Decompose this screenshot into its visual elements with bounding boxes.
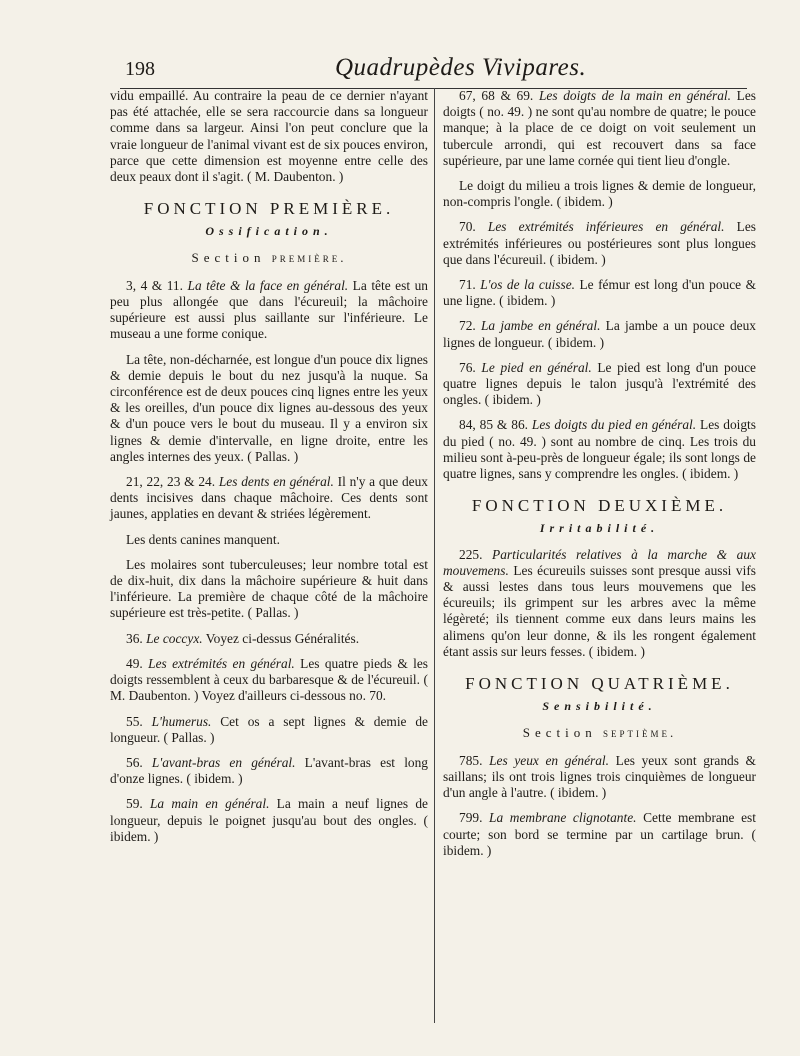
function-heading-1: FONCTION PREMIÈRE.	[143, 199, 395, 219]
entry-number: 76.	[459, 359, 476, 375]
entry	[443, 88, 756, 169]
entry-text: Les quatre pieds & les doigts ressemblent à ceux du barbaresque & de l'écureuil. ( M. Daubenton. ) Voyez d'ailleurs ci-dessous no. 70.	[110, 655, 428, 704]
entry-text: Voyez ci-dessus Généralités.	[205, 630, 360, 646]
entry-title: Les doigts de la main en général.	[538, 88, 731, 103]
entry-title: La tête & la face en général.	[187, 277, 349, 293]
entry-text: Les doigts ( no. 49. ) ne sont qu'au nombre de quatre; le pouce manque; à la place de ce doigt on voit seulement un tubercule arrondi, qui est recouvert dans sa face supérieure, par une lame cornée qui tient lieu d'ongle.	[443, 88, 757, 168]
subheading-sensibilite: Sensibilité.	[542, 699, 657, 714]
entry-number: 71.	[459, 277, 476, 293]
entry-title: L'humerus.	[151, 713, 212, 729]
entry-title: Les doigts du pied en général.	[531, 417, 697, 433]
entry-number: 56.	[126, 754, 143, 770]
intro-paragraph: vidu empaillé. Au contraire la peau de ce dernier n'ayant pas été attachée, elle se sera raccourcie dans sa longueur comme dans sa largeur. Ainsi l'on peut conclure que la vraie longueur de l'animal vivant est de six pouces environ, parce que cette dimension est moyenne entre celle des deux peaux dont il s'agit. ( M. Daubenton. )	[110, 88, 428, 185]
entry-title: La main en général.	[149, 796, 270, 812]
entry-text: Il n'y a que deux dents incisives dans chaque mâchoire. Ces dents sont jaunes, applaties en devant & striées légèrement.	[110, 474, 428, 522]
entry	[110, 278, 428, 343]
entry-text: La tête est un peu plus allongée que dans l'écureuil; la mâchoire supérieure est aussi plus saillante sur l'inférieure. Le museau a une forme conique.	[110, 277, 428, 342]
entry-title: Les dents en général.	[218, 474, 334, 490]
entry-text: La main a neuf lignes de longueur, depuis le poignet jusqu'au bout des ongles. ( ibidem. )	[110, 796, 428, 844]
entry-text: Les extrémités inférieures ou postérieures sont plus longues que dans l'écureuil. ( ibidem. )	[443, 219, 756, 267]
entry-number: 84, 85 & 86.	[459, 417, 528, 433]
entry	[110, 631, 428, 647]
entry-number: 36.	[126, 630, 143, 646]
entry-text: La tête, non-décharnée, est longue d'un pouce dix lignes & demie depuis le bout du nez jusqu'à la nuque. Sa circonférence est de deux pouces cinq lignes entre les yeux & les oreilles, d'un pouce dix lignes au-dessous des yeux & d'un pouce vers le bout du museau. Il y a environ six lignes & demie d'intervalle, en ligne droite, entre les angles internes des yeux. ( Pallas. )	[110, 351, 428, 464]
right-column	[443, 88, 756, 868]
entry	[443, 219, 756, 268]
entry-number: 59.	[126, 796, 143, 812]
entry-number: 55.	[126, 713, 143, 729]
entry-title: Les extrémités inférieures en général.	[487, 219, 725, 235]
entry	[443, 360, 756, 409]
function-heading-4: FONCTION QUATRIÈME.	[465, 674, 734, 694]
entry-text: Section	[191, 249, 266, 265]
entry-text: Les molaires sont tuberculeuses; leur nombre total est de dix-huit, dix dans la mâchoire supérieure & huit dans l'inférieure. La première de chaque côté de la mâchoire supérieure est très-petite. ( Pallas. )	[110, 556, 428, 621]
entry	[443, 547, 756, 660]
function-heading-2: FONCTION DEUXIÈME.	[471, 496, 728, 516]
entry-title: Particularités relatives à la marche & aux mouvemens.	[443, 546, 756, 578]
entry-number: 225.	[459, 546, 483, 562]
entry-text: Les dents canines manquent.	[126, 531, 280, 547]
page-number: 198	[125, 58, 155, 80]
entry-text: Section	[522, 724, 597, 740]
entry-title: Le pied en général.	[481, 359, 592, 375]
entry-number: 799.	[459, 810, 483, 826]
section-heading-7	[443, 725, 756, 741]
entry-text: Le pied est long d'un pouce quatre lignes depuis le talon jusqu'à l'extrémité des ongles. ( ibidem. )	[443, 359, 756, 408]
entry-text: La jambe a un pouce deux lignes de longueur. ( ibidem. )	[443, 318, 756, 350]
left-column	[110, 88, 428, 854]
entry	[110, 714, 428, 746]
column-divider	[434, 88, 435, 1023]
entry	[110, 656, 428, 705]
entry-number: 49.	[126, 655, 143, 671]
entry-title: Les extrémités en général.	[148, 655, 295, 671]
entry-text: Cet os a sept lignes & demie de longueur. ( Pallas. )	[110, 713, 428, 745]
entry	[110, 755, 428, 787]
page-header	[95, 50, 755, 90]
entry	[110, 474, 428, 523]
entry	[443, 753, 756, 802]
subheading-ossification: Ossification.	[205, 224, 333, 239]
entry	[443, 318, 756, 350]
entry	[110, 532, 428, 548]
entry-text: Les yeux sont grands & saillans; ils ont trois lignes trois cinquièmes de longueur d'un angle à l'autre. ( ibidem. )	[443, 752, 756, 801]
entry-text: Cette membrane est courte; son bord se termine par un cartilage brun. ( ibidem. )	[443, 810, 756, 858]
entry-number: 72.	[459, 318, 476, 334]
entry-text: Les écureuils suisses sont presque aussi vifs & aussi lestes dans tous leurs mouvemens que les écureuils; ils grimpent sur les arbres avec la même légèreté; ils tiennent comme eux dans leurs mains les alimens qu'on leur donne, & ils les rongent également étant assis sur leurs fesses. ( ibidem. )	[443, 562, 756, 659]
entry-title: L'avant-bras en général.	[151, 754, 296, 770]
entry-title: Les yeux en général.	[489, 752, 609, 768]
entry	[110, 557, 428, 622]
entry-text: septième.	[602, 724, 677, 740]
entry-text: Le doigt du milieu a trois lignes & demie de longueur, non-compris l'ongle. ( ibidem. )	[443, 178, 756, 210]
entry-number: 70.	[459, 219, 476, 235]
entry-text: Les doigts du pied ( no. 49. ) sont au nombre de cinq. Les trois du milieu sont à-peu-près de longueur égale; ils sont longs de quatre lignes, sans y comprendre les ongles. ( ibidem. )	[443, 417, 756, 482]
entry-number: 21, 22, 23 & 24.	[126, 474, 216, 490]
entry-number: 785.	[459, 752, 483, 768]
entry	[443, 277, 756, 309]
running-title: Quadrupèdes Vivipares.	[335, 54, 587, 81]
entry-number: 3, 4 & 11.	[126, 277, 183, 293]
entry-number: 67, 68 & 69.	[459, 88, 534, 103]
section-heading-1	[110, 250, 428, 266]
entry-text: première.	[271, 249, 347, 265]
entry	[110, 352, 428, 465]
entry	[110, 796, 428, 845]
subheading-irritabilite: Irritabilité.	[539, 521, 660, 536]
entry-title: La jambe en général.	[480, 318, 601, 334]
entry-text: L'avant-bras est long d'onze lignes. ( ibidem. )	[110, 754, 428, 787]
entry-title: L'os de la cuisse.	[480, 277, 576, 293]
entry	[443, 417, 756, 482]
entry-title: La membrane clignotante.	[489, 810, 637, 826]
entry	[443, 810, 756, 859]
entry-text: Le fémur est long d'un pouce & une ligne. ( ibidem. )	[443, 277, 757, 309]
entry-title: Le coccyx.	[146, 630, 203, 646]
entry	[443, 178, 756, 210]
